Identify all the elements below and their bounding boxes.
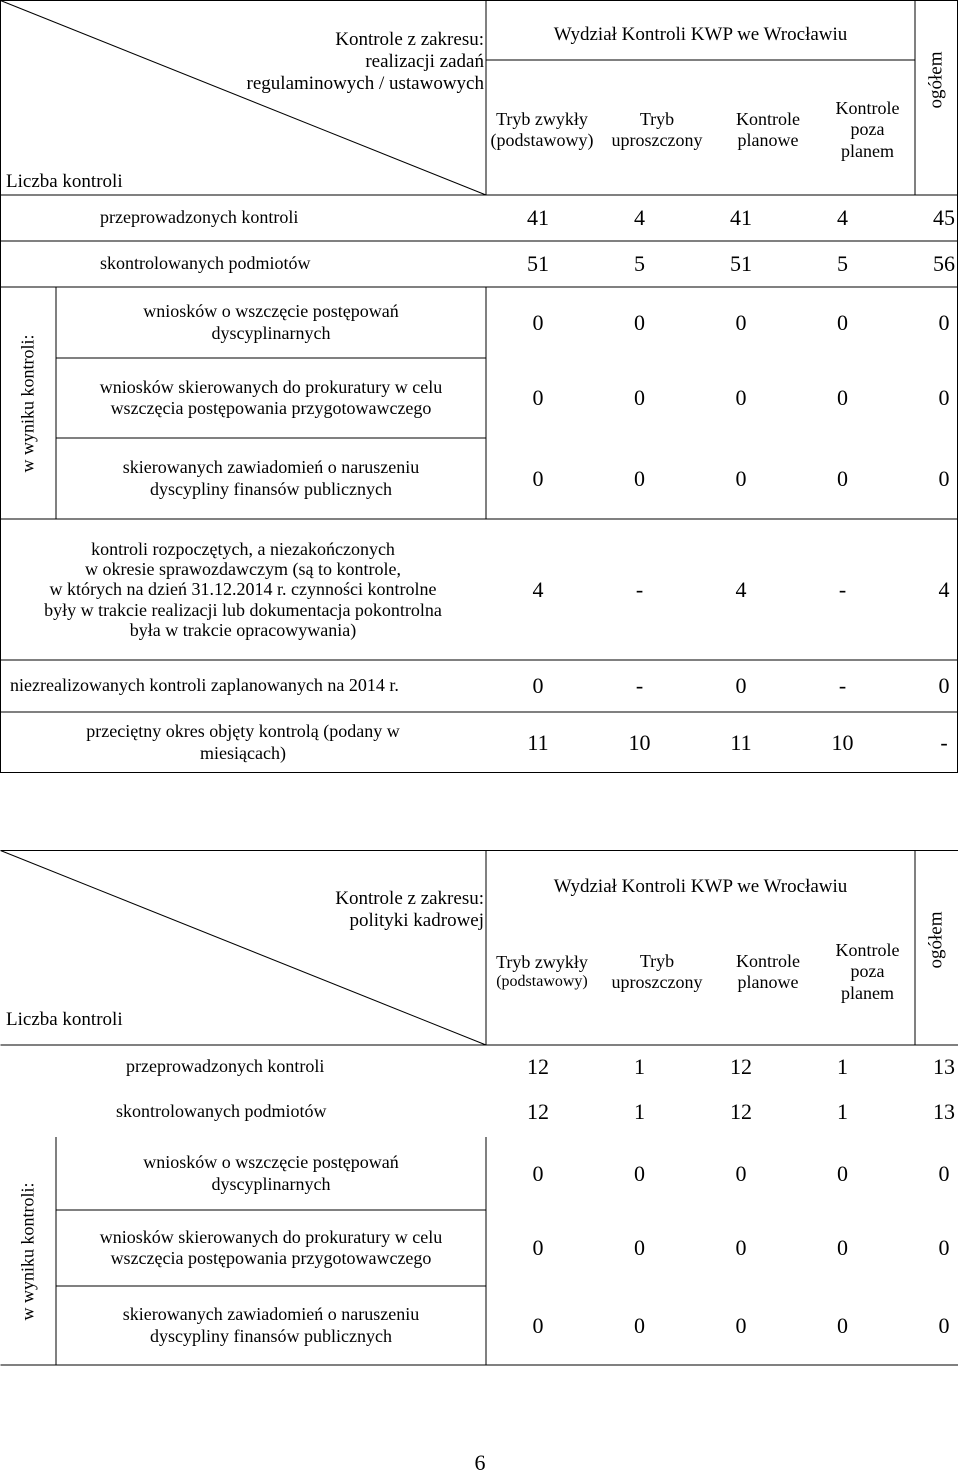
cell-value: 0 [837,1235,848,1260]
cell-value: 0 [938,1235,950,1260]
cell-value: 11 [527,729,549,755]
row-label: wniosków o wszczęcie postępowań dyscyplinarnych [143,1152,399,1194]
side-label: w wyniku kontroli: [17,334,38,472]
col-header-kontrole-planowe: Kontrole planowe [736,950,800,992]
corner-title [190,24,484,100]
cell-value: 0 [634,1235,645,1260]
cell-value: 0 [532,1160,544,1186]
col-header-kontrole-planowe: Kontrole planowe [736,108,800,150]
cell-value: 0 [634,385,645,410]
cell-value: 13 [933,1054,955,1079]
row-values [526,1210,956,1286]
side-label: w wyniku kontroli: [17,1182,38,1320]
row-values [526,241,956,287]
row-label: skierowanych zawiadomień o naruszeniu dyscypliny finansów publicznych [122,457,420,499]
cell-value: 0 [938,385,950,410]
corner-title [260,884,484,936]
row-values [526,195,956,241]
cell-value: - [838,576,847,602]
cell-value: 1 [634,1099,645,1124]
table-polityka-kadrowa [0,850,960,1366]
col-header-kontrole-poza-planem: Kontrole poza planem [835,98,900,161]
row-label: przeprowadzonych kontroli [126,1056,325,1077]
cell-value: 4 [938,576,950,602]
cell-value: 5 [634,251,645,276]
row-values [526,1137,956,1210]
col-header-tryb-zwykly: Tryb zwykły (podstawowy) [496,952,588,991]
cell-value: 0 [532,1235,544,1260]
row-label: wniosków skierowanych do prokuratury w celu wszczęcia postępowania przygotowawczego [99,376,443,418]
cell-value: 4 [735,576,747,602]
cell-value: 0 [837,1312,848,1338]
cell-value: 56 [933,251,955,276]
cell-value: 0 [837,1160,848,1186]
cell-value: 0 [532,1312,544,1338]
cell-value: 0 [634,465,645,491]
cell-value: 1 [837,1054,848,1079]
cell-value: 4 [634,205,645,230]
row-label: wniosków o wszczęcie postępowań dyscyplinarnych [143,301,399,343]
row-label: skontrolowanych podmiotów [116,1101,327,1122]
cell-value: 13 [933,1099,955,1124]
corner-label: Liczba kontroli [6,1008,123,1030]
cell-value: 41 [527,205,549,230]
cell-value: 0 [938,465,950,491]
cell-value: - [940,729,948,755]
cell-value: 0 [634,309,645,335]
cell-value: 11 [730,729,752,755]
cell-value: 41 [730,205,752,230]
corner-title-line: Kontrole z zakresu: [335,28,484,50]
cell-value: 51 [527,251,549,276]
col-header-ogolem: ogółem [925,51,947,109]
cell-value: 0 [532,309,544,335]
row-values [526,712,956,773]
cell-value: 0 [735,1235,747,1260]
cell-value: 0 [532,385,544,410]
cell-value: 0 [837,465,848,491]
row-values [526,660,956,712]
cell-value: 0 [735,673,747,698]
col-header-tryb-zwykly: Tryb zwykły (podstawowy) [490,108,594,150]
corner-title-line: Kontrole z zakresu: [335,887,484,909]
cell-value: 5 [837,251,848,276]
row-label: przeprowadzonych kontroli [100,207,299,228]
row-values [526,358,956,438]
cell-value: 12 [730,1099,752,1124]
col-header-ogolem: ogółem [925,911,947,969]
cell-value: 0 [837,385,848,410]
corner-label: Liczba kontroli [6,170,123,192]
cell-value: - [635,576,644,602]
cell-value: 0 [735,385,747,410]
corner-title-line: regulaminowych / ustawowych [246,73,484,95]
cell-value: 1 [837,1099,848,1124]
row-values [526,287,956,358]
cell-value: 4 [837,205,848,230]
cell-value: 0 [938,1160,950,1186]
row-label: skontrolowanych podmiotów [100,253,311,274]
corner-title-line: realizacji zadań [365,50,484,72]
row-values [526,1047,956,1087]
row-label: niezrealizowanych kontroli zaplanowanych na 2014 r. [10,675,399,696]
cell-value: 51 [730,251,752,276]
cell-value: 0 [634,1312,645,1338]
cell-value: - [838,673,847,698]
cell-value: 12 [527,1099,549,1124]
cell-value: 0 [735,1160,747,1186]
row-label: skierowanych zawiadomień o naruszeniu dyscypliny finansów publicznych [122,1304,420,1346]
col-header-tryb-uproszczony: Tryb uproszczony [611,950,703,992]
cell-value: 0 [735,1312,747,1338]
cell-value: 12 [527,1054,549,1079]
col-header-kontrole-poza-planem: Kontrole poza planem [835,940,900,1003]
row-values [526,1092,956,1132]
cell-value: 45 [933,205,955,230]
row-values [526,438,956,519]
cell-value: 0 [735,465,747,491]
cell-value: 0 [532,465,544,491]
row-label: kontroli rozpoczętych, a niezakończonych w okresie sprawozdawczym (są to kontrole, w których na dzień 31.12.2014 r. czynności kontrolne były w trakcie realizacji lub dokumentacja pokontrolna była w trakcie opracowywania) [44,538,442,640]
dept-header: Wydział Kontroli KWP we Wrocławiu [553,875,848,897]
row-values [526,1286,956,1365]
row-values [526,519,956,660]
cell-value: 0 [532,673,544,698]
cell-value: 0 [938,673,950,698]
row-label: wniosków skierowanych do prokuratury w celu wszczęcia postępowania przygotowawczego [99,1226,443,1268]
cell-value: 1 [634,1054,645,1079]
corner-title-line: polityki kadrowej [349,910,484,931]
col-header-tryb-uproszczony: Tryb uproszczony [611,108,703,150]
page-number: 6 [474,1450,486,1475]
cell-value: 10 [831,729,854,755]
cell-value: 0 [634,1160,645,1186]
cell-value: 4 [532,576,544,602]
cell-value: 0 [735,309,747,335]
cell-value: 0 [938,1312,950,1338]
row-label: przeciętny okres objęty kontrolą (podany w miesiącach) [86,721,400,763]
cell-value: 12 [730,1054,752,1079]
dept-header: Wydział Kontroli KWP we Wrocławiu [553,23,848,45]
cell-value: 0 [837,309,848,335]
cell-value: 0 [938,309,950,335]
cell-value: - [635,673,644,698]
cell-value: 10 [628,729,651,755]
